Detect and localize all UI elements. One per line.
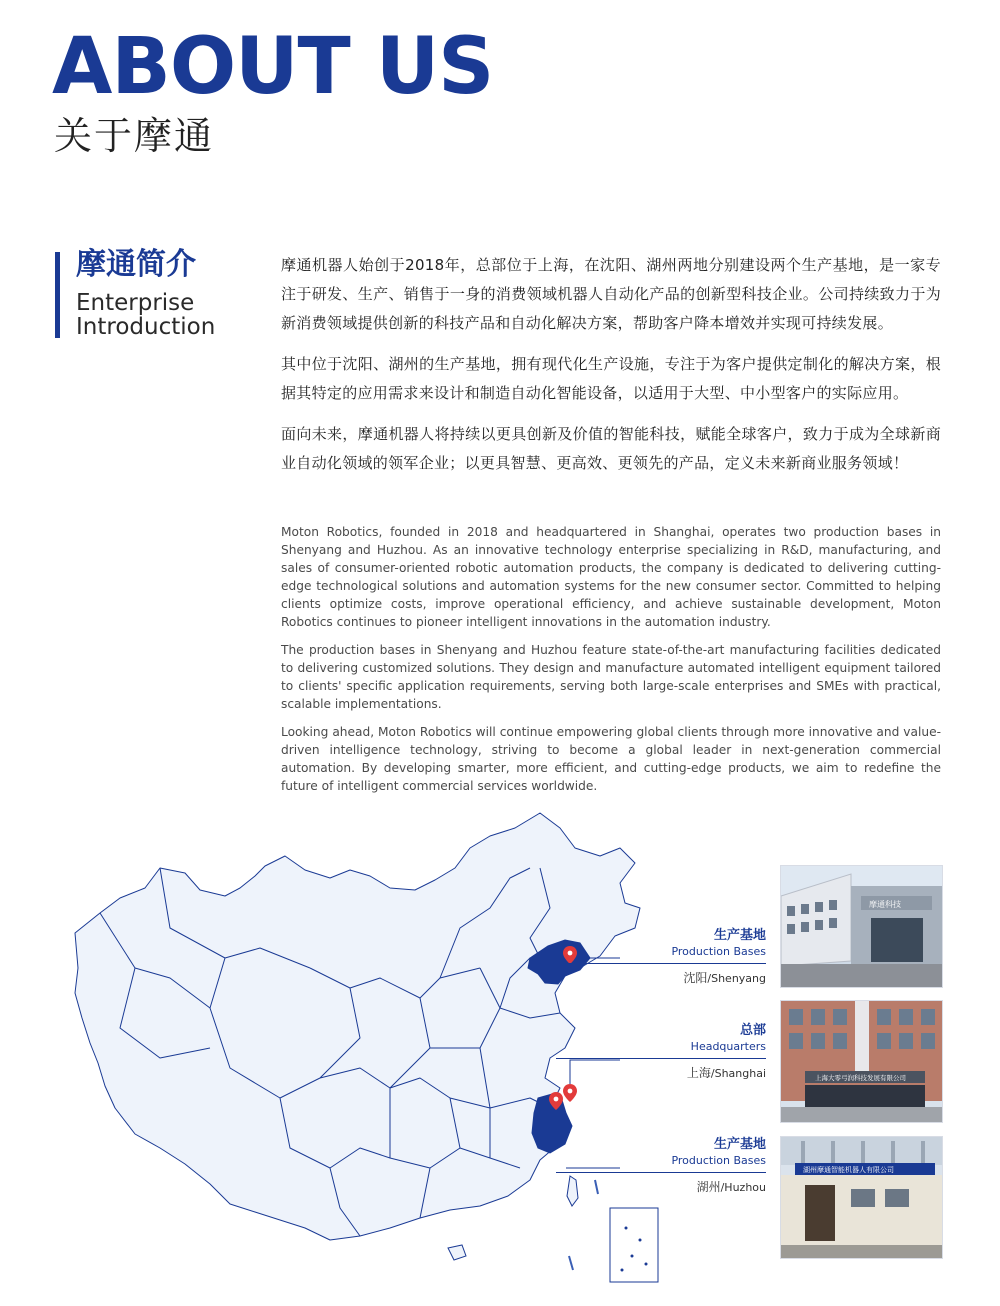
location-label-en: Production Bases bbox=[671, 1154, 766, 1167]
photo-shanghai-hq bbox=[780, 1000, 943, 1123]
location-label-cn: 生产基地 bbox=[713, 928, 766, 943]
photo-huzhou-base bbox=[780, 1136, 943, 1259]
cn-paragraph: 面向未来，摩通机器人将持续以更具创新及价值的智能科技，赋能全球客户，致力于成为全球新商业自动化领域的领军企业；以更具智慧、更高效、更领先的产品，定义未来新商业服务领域！ bbox=[281, 425, 941, 472]
photo-shenyang-base bbox=[780, 865, 943, 988]
section-title-en: Enterprise Introduction bbox=[76, 290, 216, 340]
south-sea-inset bbox=[610, 1208, 658, 1282]
location-divider bbox=[556, 963, 766, 964]
location-label-cn: 生产基地 bbox=[713, 1137, 766, 1152]
chinese-introduction bbox=[281, 251, 941, 490]
pin-shanghai-icon bbox=[563, 1084, 577, 1102]
city-en: /Shenyang bbox=[707, 972, 766, 985]
location-huzhou bbox=[556, 1137, 766, 1196]
city-cn: 湖州 bbox=[696, 1180, 721, 1194]
page-title: ABOUT US bbox=[52, 22, 494, 112]
location-shenyang bbox=[556, 928, 766, 987]
section-title-cn: 摩通简介 bbox=[76, 247, 196, 282]
sign-huzhou: 湖州摩通智能机器人有限公司 bbox=[803, 1166, 894, 1174]
city-cn: 沈阳 bbox=[683, 971, 708, 985]
location-label-en: Headquarters bbox=[690, 1040, 766, 1053]
cn-paragraph: 摩通机器人始创于2018年，总部位于上海，在沈阳、湖州两地分别建设两个生产基地，是一家专注于研发、生产、销售于一身的消费领域机器人自动化产品的创新型科技企业。公司持续致力于为新消费领域提供创新的科技产品和自动化解决方案，帮助客户降本增效并实现可持续发展。 bbox=[281, 256, 941, 332]
location-divider bbox=[556, 1058, 766, 1059]
en-paragraph: The production bases in Shenyang and Huzhou feature state-of-the-art manufacturing facilities dedicated to delivering customized solutions. They design and manufacture automated intelligent equipment tailored to clients' specific application requirements, serving both large-scale enterprises and SMEs with practical, scalable implementations. bbox=[281, 643, 941, 711]
sign-shanghai: 上海大零弓润科技发展有限公司 bbox=[815, 1074, 906, 1082]
section-accent-bar bbox=[55, 252, 60, 338]
location-city bbox=[556, 1065, 766, 1082]
location-shanghai bbox=[556, 1023, 766, 1082]
en-paragraph: Moton Robotics, founded in 2018 and headquartered in Shanghai, operates two production bases in Shenyang and Huzhou. As an innovative technology enterprise specializing in R&D, manufacturing, and sales of consumer-oriented robotic automation products, the company is dedicated to delivering cutting-edge technological solutions and automation systems for the new consumer sector. Committed to helping clients optimize costs, improve operational efficiency, and achieve sustainable development, Moton Robotics continues to pioneer intelligent innovations in the automation industry. bbox=[281, 525, 941, 629]
map-hainan bbox=[448, 1245, 466, 1260]
sign-shenyang: 摩通科技 bbox=[869, 900, 901, 909]
location-city bbox=[556, 970, 766, 987]
page-subtitle: 关于摩通 bbox=[54, 114, 215, 158]
location-label-en: Production Bases bbox=[671, 945, 766, 958]
location-divider bbox=[556, 1172, 766, 1173]
location-city bbox=[556, 1179, 766, 1196]
location-label-cn: 总部 bbox=[739, 1023, 766, 1038]
city-en: /Shanghai bbox=[710, 1067, 766, 1080]
cn-paragraph: 其中位于沈阳、湖州的生产基地，拥有现代化生产设施，专注于为客户提供定制化的解决方案，根据其特定的应用需求来设计和制造自动化智能设备，以适用于大型、中小型客户的实际应用。 bbox=[281, 355, 941, 402]
city-cn: 上海 bbox=[686, 1066, 711, 1080]
english-introduction bbox=[281, 523, 941, 805]
city-en: /Huzhou bbox=[720, 1181, 766, 1194]
en-paragraph: Looking ahead, Moton Robotics will continue empowering global clients through more innovative and value-driven intelligence technology, striving to become a global leader in next-generation commercial automation. By developing smarter, more efficient, and cutting-edge products, we aim to redefine the future of intelligent commercial services worldwide. bbox=[281, 725, 941, 793]
